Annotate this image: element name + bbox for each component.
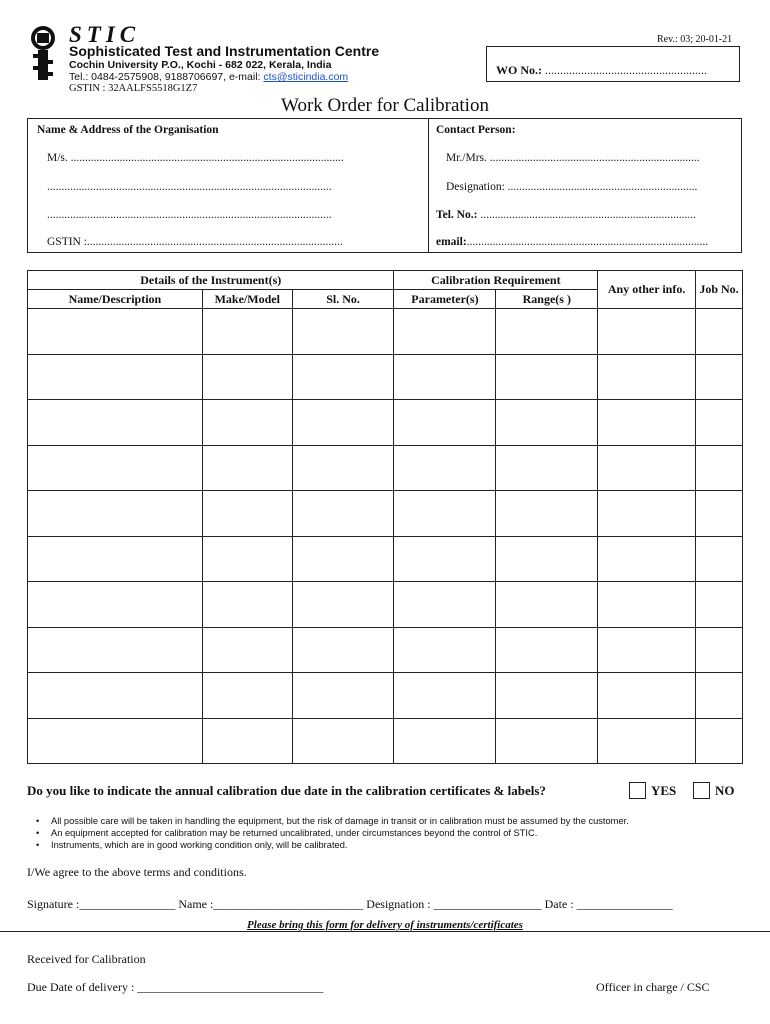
tel-label: Tel. No.: (436, 209, 478, 221)
table-cell[interactable] (598, 582, 696, 628)
table-cell[interactable] (496, 718, 598, 764)
contact-person-field[interactable]: Mr./Mrs. ......................................................................... (446, 152, 700, 164)
table-cell[interactable] (28, 491, 203, 537)
table-cell[interactable] (496, 309, 598, 355)
table-row (28, 354, 743, 400)
table-cell[interactable] (292, 673, 394, 719)
table-cell[interactable] (394, 354, 496, 400)
table-cell[interactable] (202, 309, 292, 355)
address-line-3[interactable]: ................................................................................................... (47, 209, 332, 221)
table-row (28, 491, 743, 537)
officer-in-charge-label: Officer in charge / CSC (596, 980, 710, 994)
table-cell[interactable] (394, 627, 496, 673)
table-cell[interactable] (598, 309, 696, 355)
email-label: email: (436, 236, 467, 248)
table-cell[interactable] (696, 536, 743, 582)
table-cell[interactable] (598, 491, 696, 537)
contact-heading: Contact Person: (436, 124, 516, 136)
col-header-job-no: Job No. (696, 271, 743, 309)
organisation-divider (428, 118, 429, 253)
table-cell[interactable] (292, 491, 394, 537)
brand-name: STIC (69, 22, 141, 47)
table-cell[interactable] (202, 354, 292, 400)
table-cell[interactable] (292, 309, 394, 355)
table-cell[interactable] (394, 582, 496, 628)
no-label: NO (715, 783, 735, 798)
table-cell[interactable] (394, 718, 496, 764)
table-cell[interactable] (696, 309, 743, 355)
table-cell[interactable] (598, 445, 696, 491)
table-cell[interactable] (202, 627, 292, 673)
form-title: Work Order for Calibration (281, 95, 489, 116)
table-cell[interactable] (28, 354, 203, 400)
table-cell[interactable] (598, 400, 696, 446)
table-cell[interactable] (394, 309, 496, 355)
wo-number-label: WO No.: (496, 63, 542, 77)
table-cell[interactable] (202, 400, 292, 446)
table-cell[interactable] (202, 536, 292, 582)
no-checkbox[interactable] (693, 782, 710, 799)
term-item: • An equipment accepted for calibration may be returned uncalibrated, under circumstances beyond the control of STIC. (36, 827, 629, 839)
signature-line[interactable]: Signature :________________ Name :_________________________ Designation : __________________ Date : ________________ (27, 897, 673, 911)
col-header-parameter: Parameter(s) (394, 290, 496, 309)
table-cell[interactable] (28, 400, 203, 446)
table-cell[interactable] (202, 445, 292, 491)
term-item: • All possible care will be taken in handling the equipment, but the risk of damage in transit or in calibration must be assumed by the customer. (36, 815, 629, 827)
table-cell[interactable] (496, 491, 598, 537)
stic-logo (27, 24, 63, 82)
table-row (28, 627, 743, 673)
table-cell[interactable] (496, 536, 598, 582)
designation-field[interactable]: Designation: .................................................................. (446, 181, 698, 193)
table-row (28, 309, 743, 355)
terms-list (36, 815, 629, 851)
group-header-calibration: Calibration Requirement (394, 271, 598, 290)
table-cell[interactable] (598, 673, 696, 719)
due-date-delivery-field[interactable]: Due Date of delivery : _______________________________ (27, 980, 324, 994)
address-line-2[interactable]: ................................................................................................... (47, 181, 332, 193)
table-cell[interactable] (394, 445, 496, 491)
table-cell[interactable] (696, 718, 743, 764)
table-row (28, 445, 743, 491)
table-cell[interactable] (696, 627, 743, 673)
revision-label: Rev.: 03; 20-01-21 (657, 34, 733, 45)
col-header-range: Range(s ) (496, 290, 598, 309)
table-cell[interactable] (496, 354, 598, 400)
ms-field[interactable]: M/s. ............................................................................................... (47, 152, 344, 164)
table-cell[interactable] (696, 491, 743, 537)
tel-dots: ........................................................................... (477, 209, 696, 221)
table-row (28, 536, 743, 582)
agreement-text: I/We agree to the above terms and conditions. (27, 865, 247, 879)
contact-line (69, 71, 348, 83)
table-cell[interactable] (202, 491, 292, 537)
table-cell[interactable] (394, 673, 496, 719)
table-cell[interactable] (598, 536, 696, 582)
gstin-field[interactable]: GSTIN :......................................................................................... (47, 236, 343, 248)
table-cell[interactable] (598, 354, 696, 400)
table-cell[interactable] (292, 400, 394, 446)
organisation-address: Cochin University P.O., Kochi - 682 022, Kerala, India (69, 59, 332, 71)
table-cell[interactable] (292, 354, 394, 400)
table-cell[interactable] (202, 718, 292, 764)
table-cell[interactable] (28, 673, 203, 719)
col-header-other-info: Any other info. (598, 271, 696, 309)
email-field[interactable] (436, 236, 740, 248)
table-cell[interactable] (292, 536, 394, 582)
organisation-name: Sophisticated Test and Instrumentation Centre (69, 43, 380, 59)
tel-field[interactable] (436, 209, 740, 221)
instrument-table (27, 270, 743, 764)
table-cell[interactable] (28, 582, 203, 628)
table-cell[interactable] (598, 718, 696, 764)
term-item: • Instruments, which are in good working condition only, will be calibrated. (36, 839, 629, 851)
table-cell[interactable] (598, 627, 696, 673)
table-cell[interactable] (496, 445, 598, 491)
table-cell[interactable] (292, 445, 394, 491)
yes-label: YES (651, 783, 677, 798)
table-cell[interactable] (696, 354, 743, 400)
table-cell[interactable] (394, 536, 496, 582)
table-cell[interactable] (28, 309, 203, 355)
table-row (28, 582, 743, 628)
table-cell[interactable] (696, 400, 743, 446)
wo-number-dots: ...................................................... (542, 63, 707, 77)
table-row (28, 718, 743, 764)
received-label: Received for Calibration (27, 952, 146, 966)
table-row (28, 400, 743, 446)
organisation-heading: Name & Address of the Organisation (37, 124, 219, 136)
table-row (28, 673, 743, 719)
table-cell[interactable] (496, 582, 598, 628)
table-cell[interactable] (696, 445, 743, 491)
email-link[interactable]: cts@sticindia.com (263, 71, 349, 83)
table-cell[interactable] (696, 582, 743, 628)
table-cell[interactable] (292, 582, 394, 628)
table-cell[interactable] (394, 491, 496, 537)
table-cell[interactable] (28, 718, 203, 764)
table-cell[interactable] (496, 627, 598, 673)
table-cell[interactable] (696, 673, 743, 719)
gstin-header: GSTIN : 32AALFS5518G1Z7 (69, 83, 198, 94)
telephone-text: Tel.: 0484-2575908, 9188706697, e-mail: (69, 71, 264, 83)
email-dots: .................................................................................... (466, 236, 709, 248)
table-cell[interactable] (496, 400, 598, 446)
table-cell[interactable] (202, 673, 292, 719)
table-cell[interactable] (292, 627, 394, 673)
delivery-note: Please bring this form for delivery of instruments/certificates (247, 919, 523, 931)
table-cell[interactable] (496, 673, 598, 719)
yes-checkbox[interactable] (629, 782, 646, 799)
col-header-name: Name/Description (28, 290, 203, 309)
col-header-make: Make/Model (202, 290, 292, 309)
due-date-question: Do you like to indicate the annual calibration due date in the calibration certificates & labels? (27, 783, 546, 798)
footer-divider (0, 931, 770, 932)
table-cell[interactable] (292, 718, 394, 764)
table-cell[interactable] (28, 536, 203, 582)
table-cell[interactable] (28, 445, 203, 491)
col-header-sl-no: Sl. No. (292, 290, 394, 309)
wo-number-field (496, 63, 707, 78)
table-cell[interactable] (394, 400, 496, 446)
table-cell[interactable] (28, 627, 203, 673)
table-cell[interactable] (202, 582, 292, 628)
group-header-instrument: Details of the Instrument(s) (28, 271, 394, 290)
